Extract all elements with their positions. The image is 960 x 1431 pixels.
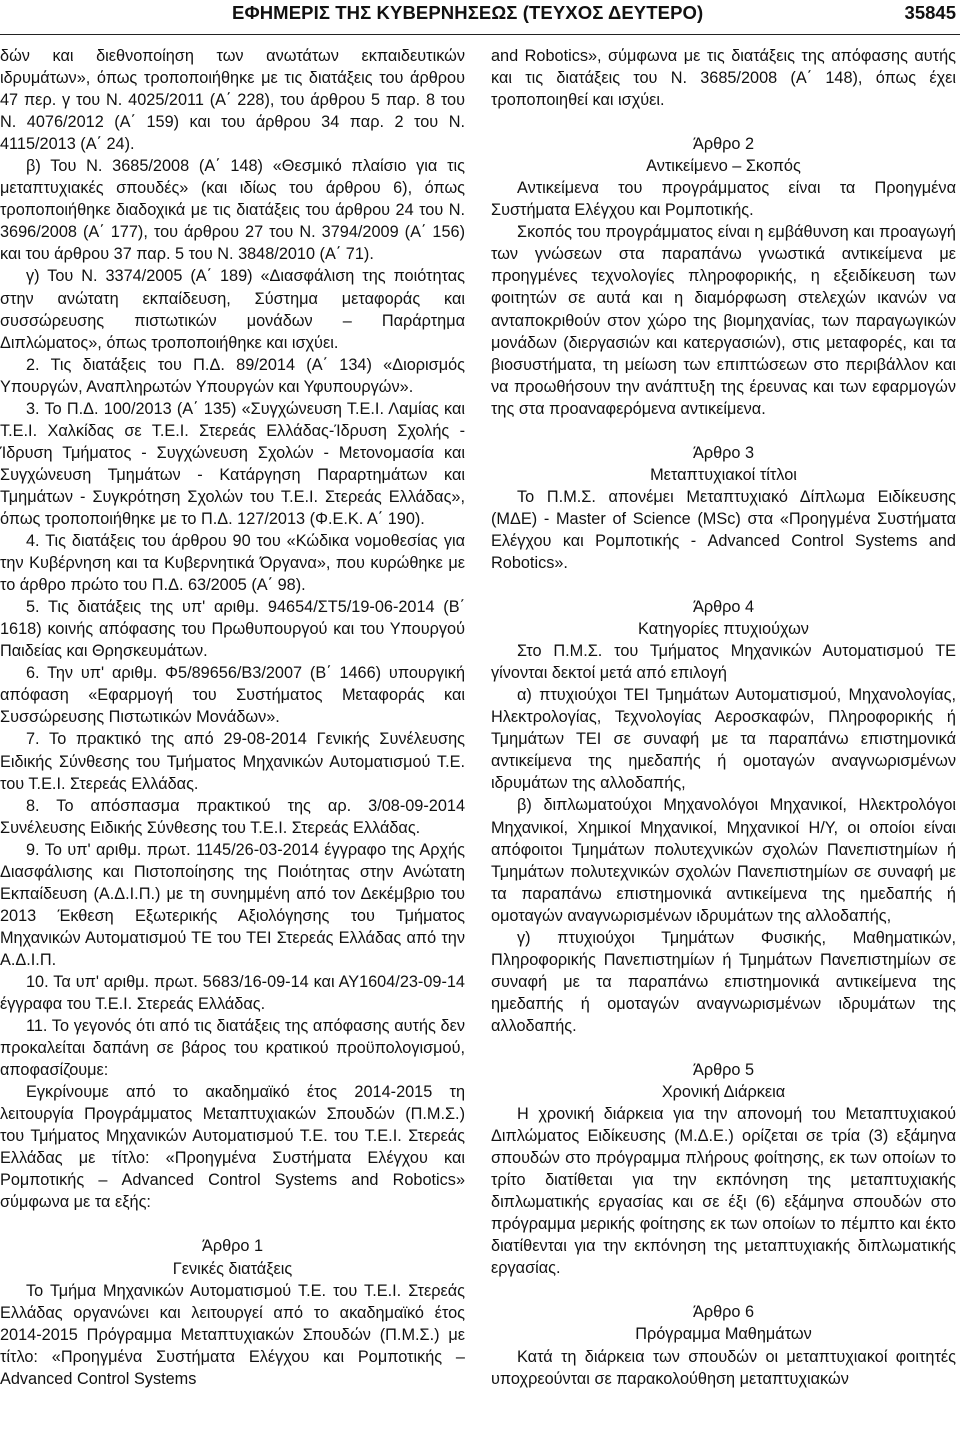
left-column — [0, 45, 465, 1390]
paragraph: β) διπλωματούχοι Μηχανολόγοι Μηχανικοί, Ηλεκτρολόγοι Μηχανικοί, Χημικοί Μηχανικοί, Μηχανικοί Η/Υ, οι οποίοι είναι απόφοιτοι Τμημάτων πολυτεχνικών σχολών Πανεπιστημίων ή Τμημάτων πολυτεχνικών σχολών Πανεπιστημίων σε συναφή με τα παραπάνω επιστημονικά αντικείμενα της ημεδαπής ή ομοταγών αναγνωρισμένων ιδρυμάτων της αλλοδαπής, — [491, 796, 956, 925]
paragraph: Κατά τη διάρκεια των σπουδών οι μεταπτυχιακοί φοιτητές υποχρεούνται σε παρακολούθηση μεταπτυχιακών — [491, 1347, 956, 1388]
right-column — [491, 45, 956, 1390]
article-5-heading: Άρθρο 5 — [692, 1060, 755, 1079]
paragraph: Η χρονική διάρκεια για την απονομή του Μεταπτυχιακού Διπλώματος Ειδίκευσης (Μ.Δ.Ε.) ορίζεται σε τρία (3) εξάμηνα σπουδών στο πρόγραμμα πλήρους φοίτησης, εκ των οποίων το τρίτο διατίθεται για την εκπόνηση της μεταπτυχιακής διπλωματικής εργασίας και σε έξι (6) εξάμηνα σπουδών στο πρόγραμμα μερικής φοίτησης εκ των οποίων το πέμπτο και έκτο διατίθενται για την εκπόνηση της μεταπτυχιακής διπλωματικής εργασίας. — [491, 1105, 956, 1278]
paragraph: 3. Το Π.Δ. 100/2013 (Α΄ 135) «Συγχώνευση Τ.Ε.Ι. Λαμίας και Τ.Ε.Ι. Χαλκίδας σε Τ.Ε.Ι. Στερεάς Ελλάδας-Ίδρυση Σχολής - Ίδρυση Τμήματος - Συγχώνευση Σχολών - Μετονομασία και Συγχώνευση Τμημάτων - Κατάργηση Παραρτημάτων και Τμημάτων - Συγκρότηση Σχολών του Τ.Ε.Ι. Στερεάς Ελλάδας», όπως τροποποιήθηκε με το Π.Δ. 127/2013 (Φ.Ε.Κ. Α΄ 190). — [0, 399, 465, 528]
paragraph: Αντικείμενα του προγράμματος είναι τα Προηγμένα Συστήματα Ελέγχου και Ρομποτικής. — [491, 179, 956, 220]
paragraph: Το Τμήμα Μηχανικών Αυτοματισμού Τ.Ε. του Τ.Ε.Ι. Στερεάς Ελλάδας οργανώνει και λειτουργεί από το ακαδημαϊκό έτος 2014-2015 Πρόγραμμα Μεταπτυχιακών Σπουδών (Π.Μ.Σ.) με τίτλο: «Προηγμένα Συστήματα Ελέγχου και Ρομποτικής – Advanced Control Systems — [0, 1281, 465, 1388]
paragraph: 2. Τις διατάξεις του Π.Δ. 89/2014 (Α΄ 134) «Διορισμός Υπουργών, Αναπληρωτών Υπουργών και Υφυπουργών». — [0, 355, 465, 396]
paragraph: 10. Τα υπ' αριθμ. πρωτ. 5683/16-09-14 και ΑΥ1604/23-09-14 έγγραφα του Τ.Ε.Ι. Στερεάς Ελλάδας. — [0, 972, 465, 1014]
paragraph: δών και διεθνοποίηση των ανωτάτων εκπαιδευτικών ιδρυμάτων», όπως τροποποιήθηκε με τις διατάξεις του άρθρου 47 περ. γ του Ν. 4025/2011 (Α΄ 228), του άρθρου 5 παρ. 8 του Ν. 4076/2012 (Α΄ 159) και του άρθρου 34 παρ. 2 του Ν. 4115/2013 (Α΄ 24). — [0, 47, 465, 154]
paragraph: and Robotics», σύμφωνα με τις διατάξεις της απόφασης αυτής και τις διατάξεις του Ν. 3685/2008 (Α΄ 148), όπως έχει τροποποιηθεί και ισχύει. — [491, 47, 956, 110]
paragraph: 6. Την υπ' αριθμ. Φ5/89656/Β3/2007 (Β΄ 1466) υπουργική απόφαση «Εφαρμογή του Συστήματος Μεταφοράς και Συσσώρευσης Πιστωτικών Μονάδων». — [0, 664, 465, 727]
article-1-heading: Άρθρο 1 — [201, 1237, 264, 1256]
paragraph: α) πτυχιούχοι ΤΕΙ Τμημάτων Αυτοματισμού, Μηχανολογίας, Ηλεκτρολογίας, Τεχνολογίας Αεροσκαφών, Πληροφορικής ή Τμημάτων ΤΕΙ σε συναφή με τα παραπάνω επιστημονικά αντικείμενα της ημεδαπής ή ομοταγών αναγνωρισμένων ιδρυμάτων της αλλοδαπής, — [491, 686, 956, 793]
paragraph: 4. Τις διατάξεις του άρθρου 90 του «Κώδικα νομοθεσίας για την Κυβέρνηση και τα Κυβερνητικά Όργανα», που κυρώθηκε με το άρθρο πρώτο του Π.Δ. 63/2005 (Α΄ 98). — [0, 532, 465, 595]
article-3-heading: Άρθρο 3 — [692, 443, 755, 462]
paragraph: 11. Το γεγονός ότι από τις διατάξεις της απόφασης αυτής δεν προκαλείται δαπάνη σε βάρος του κρατικού προϋπολογισμού, αποφασίζουμε: — [0, 1017, 465, 1080]
article-3-subtitle: Μεταπτυχιακοί τίτλοι — [650, 465, 797, 484]
paragraph: 9. Το υπ' αριθμ. πρωτ. 1145/26-03-2014 έγγραφο της Αρχής Διασφάλισης και Πιστοποίησης της Ποιότητας στην Ανώτατη Εκπαίδευση (Α.Δ.Ι.Π.) με τη συνημμένη από τον Δεκέμβριο του 2013 Έκθεση Εξωτερικής Αξιολόγησης του Τμήματος Μηχανικών Αυτοματισμού ΤΕ του ΤΕΙ Στερεάς Ελλάδας από την Α.Δ.Ι.Π. — [0, 840, 465, 969]
paragraph: 5. Τις διατάξεις της υπ' αριθμ. 94654/ΣΤ5/19-06-2014 (Β΄ 1618) κοινής απόφασης του Πρωθυπουργού και του Υπουργού Παιδείας και Θρησκευμάτων. — [0, 598, 465, 661]
article-1-subtitle: Γενικές διατάξεις — [172, 1259, 293, 1278]
paragraph: Σκοπός του προγράμματος είναι η εμβάθυνση και προαγωγή των γνώσεων στα παραπάνω γνωστικά αντικείμενα με προηγμένες τεχνολογίες πληροφορικής, η εξειδίκευση των φοιτητών σε αυτά και η διαμόρφωση στελεχών ικανών να ανταποκριθούν στον χώρο της βιομηχανίας, των παραγωγικών μονάδων (διεργασιών και κατεργασιών), στις μεταφορές, και τα βιοσυστήματα, τη μείωση των επιπτώσεων στο περιβάλλον και να προωθήσουν την ανάπτυξη της έρευνας και των εφαρμογών της στα προαναφερόμενα αντικείμενα. — [491, 223, 956, 418]
paragraph: Το Π.Μ.Σ. απονέμει Μεταπτυχιακό Δίπλωμα Ειδίκευσης (ΜΔΕ) - Master of Science (MSc) στα «Προηγμένα Συστήματα Ελέγχου και Ρομποτικής - Advanced Control Systems and Robotics». — [491, 487, 956, 572]
article-6-heading: Άρθρο 6 — [692, 1303, 755, 1322]
page-number: 35845 — [904, 2, 956, 23]
article-4-subtitle: Κατηγορίες πτυχιούχων — [638, 620, 809, 639]
article-6-subtitle: Πρόγραμμα Μαθημάτων — [635, 1325, 812, 1344]
article-2-subtitle: Αντικείμενο – Σκοπός — [646, 157, 801, 176]
article-4-heading: Άρθρο 4 — [692, 598, 755, 617]
article-5-subtitle: Χρονική Διάρκεια — [661, 1083, 786, 1102]
article-2-heading: Άρθρο 2 — [692, 135, 755, 154]
page-header — [0, 0, 960, 35]
paragraph: 7. Το πρακτικό της από 29-08-2014 Γενικής Συνέλευσης Ειδικής Σύνθεσης του Τμήματος Μηχανικών Αυτοματισμού Τ.Ε. του Τ.Ε.Ι. Στερεάς Ελλάδας. — [0, 730, 465, 793]
paragraph: γ) Του Ν. 3374/2005 (Α΄ 189) «Διασφάλιση της ποιότητας στην ανώτατη εκπαίδευση, Σύστημα μεταφοράς και συσσώρευσης πιστωτικών μονάδων – Παράρτημα Διπλώματος», όπως τροποποιήθηκε και ισχύει. — [0, 267, 465, 352]
paragraph: β) Του Ν. 3685/2008 (Α΄ 148) «Θεσμικό πλαίσιο για τις μεταπτυχιακές σπουδές» (και ιδίως του άρθρου 6), όπως τροποποιήθηκε διαδοχικά με τις διατάξεις του άρθρου 24 του Ν. 3696/2008 (Α΄ 177), του άρθρου 27 του Ν. 3794/2009 (Α΄ 156) και του άρθρου 37 παρ. 5 του Ν. 3848/2010 (Α΄ 71). — [0, 157, 465, 264]
paragraph: Εγκρίνουμε από το ακαδημαϊκό έτος 2014-2015 τη λειτουργία Προγράμματος Μεταπτυχιακών Σπουδών (Π.Μ.Σ.) του Τμήματος Μηχανικών Αυτοματισμού Τ.Ε. του Τ.Ε.Ι. Στερεάς Ελλάδας με τίτλο: «Προηγμένα Συστήματα Ελέγχου και Ρομποτικής – Advanced Control Systems and Robotics» σύμφωνα με τα εξής: — [0, 1083, 465, 1212]
gazette-title: ΕΦΗΜΕΡΙΣ ΤΗΣ ΚΥΒΕΡΝΗΣΕΩΣ (ΤΕΥΧΟΣ ΔΕΥΤΕΡΟ) — [232, 2, 704, 23]
paragraph: Στο Π.Μ.Σ. του Τμήματος Μηχανικών Αυτοματισμού ΤΕ γίνονται δεκτοί μετά από επιλογή — [491, 642, 956, 683]
paragraph: 8. Το απόσπασμα πρακτικού της αρ. 3/08-09-2014 Συνέλευσης Ειδικής Σύνθεσης του Τ.Ε.Ι. Στερεάς Ελλάδας. — [0, 796, 465, 837]
paragraph: γ) πτυχιούχοι Τμημάτων Φυσικής, Μαθηματικών, Πληροφορικής Πανεπιστημίων ή Τμημάτων Πανεπιστημίων σε συναφή με τα παραπάνω επιστημονικά αντικείμενα της ημεδαπής ή ομοταγών αναγνωρισμένων ιδρυμάτων της αλλοδαπής. — [491, 928, 956, 1035]
